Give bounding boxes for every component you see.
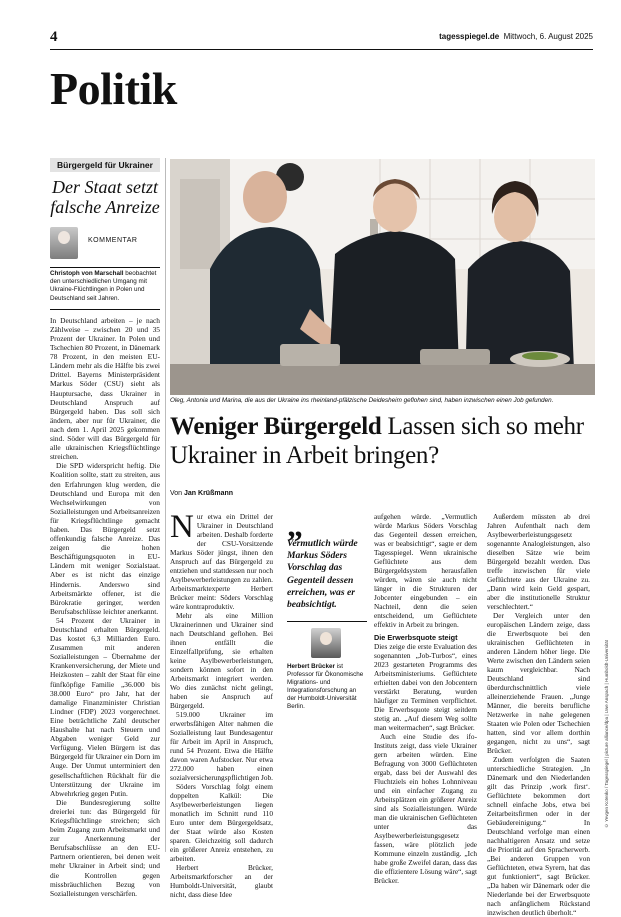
article-column-4 bbox=[487, 512, 590, 917]
expert-bio-text: ist Professor für Ökonomische Migrations- und Integrationsforschung an der Humboldt-Universität Berlin. bbox=[287, 663, 364, 711]
headline-bold: Weniger Bürgergeld bbox=[170, 413, 382, 440]
article-headline bbox=[170, 412, 595, 470]
byline-author: Jan Krüßmann bbox=[184, 490, 234, 497]
pull-quote bbox=[287, 507, 367, 711]
commentary-label: KOMMENTAR bbox=[88, 237, 138, 244]
expert-name: Herbert Brücker bbox=[287, 663, 335, 671]
body-paragraph: Söders Vorschlag folgt einem doppelten Kalkül: Die Asylbewerberleistungen liegen monatlich im Schnitt rund 110 Euro unter dem Bürgergeldsatz, der Staat würde also Kosten sparen. Gleichzeitig soll dadurch ein größerer Anreiz entstehen, zu arbeiten. bbox=[170, 782, 273, 863]
body-paragraph: Mehr als eine Million Ukrainerinnen und Ukrainer sind nach Deutschland geflohen. Bei ihnen entfällt die Einzelfallprüfung, sie erhalten keine Asylbewerberleistungen, sondern können sofort in den Arbeitsmarkt integriert werden. Wo dies zunächst nicht gelingt, haben sie Anspruch auf Bürgergeld. bbox=[170, 611, 273, 710]
commentary-author-box bbox=[50, 225, 160, 261]
author-name: Christoph von Marschall bbox=[50, 270, 124, 277]
commentary-title: Der Staat setzt falsche Anreize bbox=[50, 177, 160, 217]
author-bio bbox=[50, 270, 160, 303]
photo-caption: Oleg, Antonia und Marina, die aus der Ukraine ins rheinland-pfälzische Deidesheim geflohen sind, haben inzwischen einen Job gefunden. bbox=[170, 397, 554, 404]
article-column-1 bbox=[170, 509, 273, 899]
commentary-rule-2 bbox=[50, 309, 160, 310]
quote-text: Vermutlich würde Markus Söders Vorschlag das Gegenteil dessen erreichen, was er beabsichtigt. bbox=[287, 538, 358, 611]
body-paragraph: Der Vergleich unter den europäischen Ländern zeige, dass die Erwerbsquote bei den ukrainischen Geflüchteten in anderen Ländern höher liege. Die Werte zwischen den Ländern seien kaum vergleichbar. Nach Deutschland sind überdurchschnittlich viele alleinerziehende Frauen. „Junge Männer, die bereits berufliche Netzwerke in nahe gelegenen Staaten wie Polen oder Tschechien hatten, sind vor allem dorthin gegangen, nicht zu uns“, sagt Brücker. bbox=[487, 611, 590, 755]
author-portrait bbox=[50, 227, 78, 259]
article-column-3 bbox=[374, 512, 477, 885]
section-title: Politik bbox=[50, 63, 177, 114]
commentary-paragraph: Die Bundesregierung sollte dreierlei tun: das Bürgergeld für Kriegsflüchtlinge streichen; sich beim Zugang zum Arbeitsmarkt und zur Anerkennung der Berufsabschlüsse an den EU-Partnern orientieren, bei denen weit mehr Ukrainer in Arbeit sind; und die Kontrollen gegen missbräuchlichen Bezug von Sozialleistungen verschärfen. bbox=[50, 797, 160, 898]
drop-cap: N bbox=[170, 509, 194, 545]
publication-name[interactable]: tagesspiegel.de bbox=[439, 32, 500, 41]
body-paragraph: Herbert Brücker, Arbeitsmarktforscher an der Humboldt-Universität, glaubt nicht, dass diese Idee bbox=[170, 863, 273, 899]
kitchen-photo-illustration bbox=[170, 159, 595, 395]
body-paragraph: Zudem verfolgten die Saaten unterschiedliche Strategien. „In Dänemark und den Niederlanden gilt das Prinzip ‚work first‘. Geflüchtete bekommen dort schnell einfache Jobs, etwa bei Zeitarbeitsfirmen oder in der Gebäudereinigung.“ In Deutschland verfolge man einen nachhaltigeren Ansatz und setze die Priorität auf den Spracherwerb. „Bei anderen Gruppen von Geflüchteten, etwa Syrern, hat das gut funktioniert“, sagt Brücker. „Da haben wir Dänemark oder die Niederlande bei der Erwerbsquote nach anfänglichem Rückstand inzwischen deutlich überholt.“ bbox=[487, 755, 590, 917]
issue-date: Mittwoch, 6. August 2025 bbox=[503, 32, 593, 41]
page-number: 4 bbox=[50, 29, 58, 45]
body-paragraph: aufgehen würde. „Vermutlich würde Markus Söders Vorschlag das Gegenteil dessen erreichen, was er beabsichtigt“, sagte er dem Tagesspiegel. Wenn ukrainische Geflüchtete aus dem Bürgergeldsystem herausfallen würden, wären sie auch nicht länger in die Strukturen der Jobcenter eingebunden – ein Nachteil, denn die seien entscheidend, um Geflüchtete effektiv in Arbeit zu bringen. bbox=[374, 512, 477, 629]
article-photo[interactable] bbox=[170, 159, 595, 395]
page-header bbox=[50, 29, 593, 47]
header-rule bbox=[50, 49, 593, 50]
body-paragraph: Auch eine Studie des ifo-Instituts zeigt, dass viele Ukrainer gern arbeiten würden. Eine Befragung von 3000 Geflüchteten ergab, dass bei der Auswahl des Fluchtziels ein hohes Lohnniveau und ein einfacher Zugang zu Arbeitsplätzen ein größerer Anreiz sind als Sozialleistungen. Würde man die ukrainischen Geflüchteten unter das Asylbewerberleistungsgesetz fassen, wäre plötzlich jede Kommune einzeln zuständig. „Ich habe große Zweifel daran, dass das die effizientere Lösung wäre“, sagt Brücker. bbox=[374, 732, 477, 885]
byline-prefix: Von bbox=[170, 490, 185, 497]
headline-rest: Lassen sich so mehr Ukrainer in Arbeit bringen? bbox=[170, 413, 584, 469]
article-subhead: Die Erwerbsquote steigt bbox=[374, 633, 458, 642]
quote-mark: „ bbox=[287, 507, 303, 543]
commentary-rule bbox=[50, 267, 160, 268]
publication-line bbox=[439, 32, 593, 41]
body-paragraph: 519.000 Ukrainer im erwerbsfähigen Alter nahmen die Sozialleistung laut Bundesagentur für Arbeit im April in Anspruch, rund 54 Prozent. Etwa die Hälfte davon waren Aufstocker. Nur etwa 272.000 haben einen sozialversicherungspflichtigen Job. bbox=[170, 710, 273, 782]
column-separator bbox=[165, 158, 166, 852]
photo-credit: © Yevgen Kotenko / Tagesspiegel | picture alliance/dpa | Uwe Anspach | Humboldt-Universität bbox=[604, 640, 609, 829]
body-paragraph: Dies zeige die erste Evaluation des sogenannten „Job-Turbos“, eines 2023 gestarteten Programms des Arbeitsministeriums. Geflüchtete erhielten dabei von den Jobcentern verstärkt Beratung, wurden häufiger zu Terminen verpflichtet. Die Erwerbsquote steigt seitdem stetig an. „Auf diesem Weg sollte man weitermachen“, sagt Brücker. bbox=[374, 642, 477, 732]
author-bio-text: beobachtet den unterschiedlichen Umgang mit Ukraine-Flüchtlingen in Polen und Deutschland seit Jahren. bbox=[50, 270, 157, 302]
commentary-kicker: Bürgergeld für Ukrainer bbox=[50, 158, 160, 172]
lead-paragraph bbox=[170, 509, 273, 611]
commentary-paragraph: 54 Prozent der Ukrainer in Deutschland erhalten Bürgergeld. Das kostet 6,3 Milliarden Euro. Zusammen mit anderen Sozialleistungen – Übernahme der Krankenversicherung, der Miete und Heizkosten – zahlt der Staat für eine fünfköpfige Familie „36.000 bis 38.000 Euro“ pro Jahr, hat der damalige Finanzminister Christian Lindner (FDP) 2023 vorgerechnet. Eine beträchtliche Zahl deutscher Haushalte hat nach Steuern und Abgaben weniger Geld zur Verfügung. Vielen Bürgern ist das Bürgergeld für Ukrainer ein Dorn im Auge. Der Unmut unterminiert den gesellschaftlichen Rückhalt für die Unterstützung der Ukraine im Abwehrkrieg gegen Putin. bbox=[50, 615, 160, 798]
body-paragraph: Außerdem müssten ab drei Jahren Aufenthalt nach dem Asylbewerberleistungsgesetz sogenannte Analogleistungen, also dieselben Sätze wie beim Bürgergeld bezahlt werden. Das treffe inzwischen für viele Geflüchtete aus der Ukraine zu. „Dann wird kein Geld gespart, aber die institutionelle Struktur verschlechtert.“ bbox=[487, 512, 590, 611]
expert-box bbox=[287, 621, 367, 659]
expert-portrait bbox=[311, 628, 341, 658]
commentary-column bbox=[50, 158, 160, 898]
byline bbox=[170, 490, 233, 497]
commentary-paragraph: In Deutschland arbeiten – je nach Zählweise – zwischen 20 und 35 Prozent der Ukrainer. In Polen und Tschechien 80 Prozent, in Dänemark 78 Prozent, in den meisten EU-Ländern mehr als die Hälfte bis zwei Drittel. Bayerns Ministerpräsident Markus Söder (CSU) sieht als Hauptursache, dass Ukrainer in Deutschland Anspruch auf Bürgergeld haben. Das soll sich ändern, aber nur für Ukrainer, die nach dem 1. April 2025 gekommen sind. Söder will das Bürgergeld für alle ukrainischen Kriegsflüchtlinge streichen. bbox=[50, 315, 160, 462]
lead-text: ur etwa ein Drittel der Ukrainer in Deutschland arbeiten. Deshalb forderte der CSU-Vorsitzende Markus Söder jüngst, ihnen den Anspruch auf das Bürgergeld zu entziehen und stattdessen nur noch Asylbewerberleistungen zu zahlen. Arbeitsmarktexperte Herbert Brücker meint: Söders Vorschlag wäre kontraproduktiv. bbox=[170, 512, 273, 611]
commentary-paragraph: Die SPD widerspricht heftig. Die Koalition sollte, statt zu streiten, aus den Erfahrungen klug werden, die Deutschland und Europa mit den Wechselwirkungen von Sozialleistungen und Arbeitsanreizen für Kriegsflüchtlinge gemacht haben. Das Bürgergeld setzt offenkundig falsche Anreize. Das zeigen die hohen Beschäftigungsquoten in EU-Ländern mit weniger Sozialstaat. Aber es ist nicht das einzige Hindernis. Anderswo sind Arbeitsmärkte offener, ist die Bürokratie geringer, werden Berufsabschlüsse leichter anerkannt. bbox=[50, 461, 161, 616]
expert-bio bbox=[287, 663, 367, 711]
commentary-body bbox=[50, 316, 160, 898]
